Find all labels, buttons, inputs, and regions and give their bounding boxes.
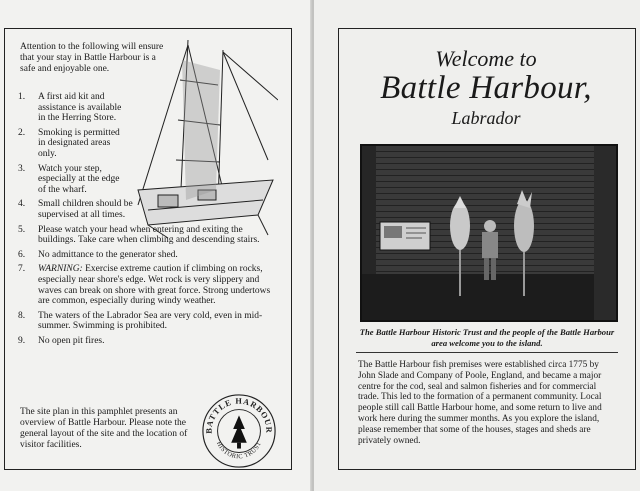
photo-caption: The Battle Harbour Historic Trust and the people of the Battle Harbour area welcome you to the island. — [359, 327, 615, 348]
rule-item: 9. No open pit fires. — [18, 335, 105, 346]
intro-text: Attention to the following will ensure that your stay in Battle Harbour is a safe and enjoyable one. — [20, 42, 164, 74]
seal-bottom-text: HISTORIC TRUST — [214, 440, 264, 461]
safety-rules-list — [8, 92, 278, 350]
site-plan-note: The site plan in this pamphlet presents an overview of Battle Harbour. Please note the general layout of the site and the location of visitor facilities. — [20, 407, 188, 450]
welcome-title-line3: Labrador — [451, 108, 521, 128]
rule-item: 7. WARNING: Exercise extreme caution if climbing on rocks, especially near shore's edge. Wet rock is very slippery and waves can break on shore with great force. Strong undertows are common, especially during windy weather. — [18, 264, 271, 307]
rule-item: 2. Smoking is permitted in designated areas only. — [18, 127, 120, 159]
rule-item: 3. Watch your step, especially at the edge of the wharf. — [18, 163, 120, 195]
exhibit-photo — [360, 144, 618, 322]
historic-trust-seal — [200, 392, 278, 470]
history-text: The Battle Harbour fish premises were established circa 1775 by John Slade and Company of Poole, England, and became a major centre for the cod, seal and salmon fisheries and for commercial trade. This led to the formation of a permanent community. Local people still call Battle Harbour home, and some return to live and work here during the summer months. As you explore the island, please remember that some of the houses, stages and sheds are privately owned. — [358, 360, 602, 446]
welcome-title-line2: Battle Harbour, — [380, 70, 592, 106]
rule-item: 4. Small children should be supervised at all times. — [18, 199, 133, 220]
left-panel — [0, 0, 312, 491]
rule-item: 1. A first aid kit and assistance is available in the Herring Store. — [18, 92, 122, 124]
section-divider — [356, 352, 618, 353]
rule-item: 8. The waters of the Labrador Sea are very cold, even in mid-summer. Swimming is prohibited. — [18, 310, 263, 332]
seal-top-text: BATTLE HARBOUR — [204, 396, 274, 434]
right-panel — [314, 0, 640, 491]
rule-item: 5. Please watch your head when entering and exiting the buildings. Take care when climbing and descending stairs. — [18, 224, 260, 246]
welcome-title-line1: Welcome to — [435, 46, 537, 71]
rule-item: 6. No admittance to the generator shed. — [18, 249, 178, 260]
